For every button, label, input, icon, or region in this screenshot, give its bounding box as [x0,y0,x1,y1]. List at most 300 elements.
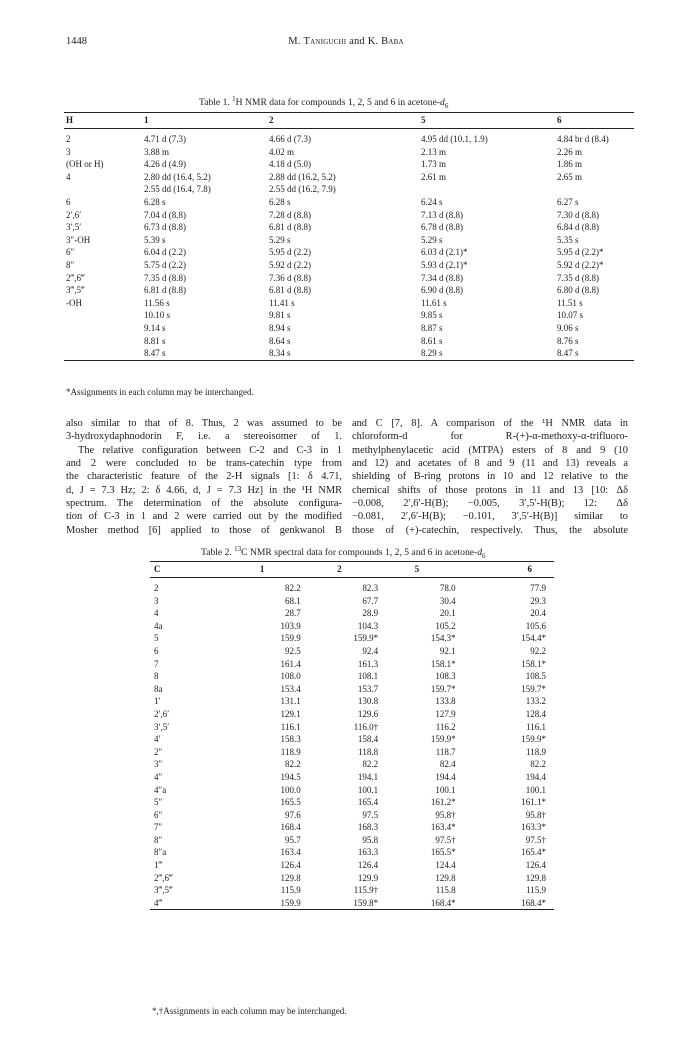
table-row [64,309,634,322]
table-cell: 159.9* [430,734,456,745]
table-cell: 159.8* [353,897,379,908]
table-cell: 82.2 [530,759,546,770]
table-cell: 9.81 s [269,310,291,321]
row-label: 4a [154,620,163,631]
table-cell: 5.92 d (2.2)* [557,259,604,270]
table-cell: 82.3 [362,583,379,593]
table-cell: 163.4* [430,822,456,833]
table-cell: 82.2 [362,759,379,770]
table-row [64,347,634,360]
table-cell: 6.28 s [269,196,291,207]
table-cell: 163.3* [521,822,546,833]
table-cell: 11.61 s [421,297,447,308]
row-label: 4″a [154,784,167,795]
table-cell: 28.7 [284,608,301,619]
row-label: 1‴ [154,860,163,871]
table-cell: 168.4* [521,897,546,908]
table-cell: 3.88 m [144,146,170,157]
row-label: 3‴,5‴ [66,285,85,296]
table-cell: 158.3 [280,734,301,745]
table-row [150,771,554,784]
table-cell: 103.9 [280,620,301,631]
table-cell: 67.7 [362,595,379,606]
table-cell: 6.78 d (8.8) [421,222,463,233]
table-cell: 154.3* [430,633,456,644]
table-row [150,733,554,746]
row-label: 4′ [154,734,161,745]
row-label: 3 [66,146,71,157]
row-label: 6″ [66,247,75,258]
table1-caption: Table 1. $^1$H NMR data for compounds 1, 2, 5 and 6 in acetone-$d_6$ [199,95,449,111]
table-cell: 6.81 d (8.8) [144,285,186,296]
row-label: 3′,5′ [154,721,170,732]
table1-1h-nmr [64,112,634,361]
table-cell: 165.5* [430,847,456,858]
table-cell: 8.34 s [269,348,291,359]
table-cell: 9.06 s [557,322,579,333]
table-cell: 124.4 [435,860,456,871]
table-header-row [150,562,554,578]
table-row [64,335,634,348]
table-cell: 7.34 d (8.8) [421,272,463,283]
table-cell: 6.81 d (8.8) [269,222,311,233]
table-cell: 7.30 d (8.8) [557,209,599,220]
row-label: 8 [154,671,159,682]
table-cell: 6.80 d (8.8) [557,285,599,296]
table-cell: 11.56 s [144,297,170,308]
table-cell: 4.18 d (5.0) [269,159,311,170]
table-cell: 5.35 s [557,234,579,245]
table-cell: 7.35 d (8.8) [144,272,186,283]
row-label: 8″a [154,847,167,858]
row-label: 2‴,6‴ [154,872,173,883]
text-line: 3-hydroxydaphnodorin F, i.e. a stereoisomer of 1. [66,431,342,443]
row-label: 6 [154,645,159,656]
table-cell: 82.2 [284,583,301,593]
table-cell: 7.04 d (8.8) [144,209,186,220]
table-cell: 100.1 [525,784,546,795]
table-cell: 159.7* [430,683,456,694]
table-cell: 92.1 [439,645,456,656]
table-row [150,884,554,897]
row-label: 3″-OH [66,234,91,245]
table-row [64,196,634,209]
table-cell: 129.8 [280,872,301,883]
table-cell: 7.28 d (8.8) [269,209,311,220]
row-label: 2′,6′ [66,209,82,220]
table-cell: 8.61 s [421,335,443,346]
table-cell: 4.95 dd (10.1, 1.9) [421,134,488,144]
row-label: 3′,5′ [66,222,82,233]
table-cell: 5.95 d (2.2) [269,247,311,258]
text-line: spectrum. The determination of the absolute configura- [66,498,342,510]
table-row [150,897,554,910]
text-line: Mosher method [6] applied to those of genkwanol B [66,524,342,536]
table-cell [421,183,557,196]
table-row [150,683,554,696]
table-cell: 29.3 [530,595,546,606]
table-cell: 78.0 [439,583,456,593]
text-line: and 2 were concluded to be trans-catechin type from [66,458,342,470]
text-line: those of (+)-catechin, respectively. Thus, the absolute [352,524,628,536]
table-cell: 128.4 [525,708,546,719]
table-cell: 129.6 [357,708,379,719]
table-cell: 153.4 [280,683,301,694]
table-cell: 2.55 dd (16.2, 7.9) [269,184,336,195]
table-cell: 115.9† [353,885,379,896]
row-label: 3‴,5‴ [154,885,173,896]
row-label: 5 [154,633,159,644]
column-header: 1 [259,564,265,574]
table-row [150,834,554,847]
row-label: 7 [154,658,159,669]
table-cell: 130.8 [357,696,379,707]
table-cell: 82.4 [439,759,456,770]
row-label: 4″ [154,771,163,782]
column-header: C [154,564,161,574]
table-cell: 7.36 d (8.8) [269,272,311,283]
table-cell: 165.4* [521,847,546,858]
row-label: 2‴,6‴ [66,272,85,283]
table-cell: 194.4 [525,771,546,782]
text-line: chloroform-d for R-(+)-α-methoxy-α-trifluoro- [352,431,628,443]
body-text-left-column [66,417,342,537]
table-cell: 194.1 [357,771,379,782]
table-cell: 20.1 [439,608,456,619]
row-label: 4 [154,608,159,619]
table-cell: 2.26 m [557,146,583,157]
table-cell: 6.84 d (8.8) [557,222,599,233]
table-cell: 105.6 [525,620,546,631]
table-cell: 95.8 [362,834,379,845]
table-cell: 126.4 [525,860,546,871]
table-cell: 159.7* [521,683,546,694]
table-cell: 108.1 [357,671,379,682]
table-cell: 165.5 [280,797,301,808]
table-cell: 129.8 [525,872,546,883]
page-number: 1448 [66,36,87,47]
table-cell: 116.1 [280,721,301,732]
table-cell: 127.9 [435,708,456,719]
row-label: 2 [154,583,159,593]
table-cell: 133.8 [435,696,456,707]
table-cell: 6.28 s [144,196,166,207]
table-row [64,133,634,146]
table-cell: 159.9* [521,734,546,745]
table-cell: 118.8 [358,746,379,757]
table-cell: 108.5 [525,671,546,682]
table-row [64,209,634,222]
text-line: and C [7, 8]. A comparison of the ¹H NMR data in [352,418,628,429]
row-label: 8a [154,683,163,694]
table2-caption: Table 2. $^{13}$C NMR spectral data for compounds 1, 2, 5 and 6 in acetone-$d_6$ [201,545,486,561]
row-label [64,309,144,322]
row-label: 2″ [154,746,163,757]
table-row [150,859,554,872]
table-cell: 165.4 [357,797,379,808]
row-label [64,335,144,348]
table-row [150,846,554,859]
table-cell: 115.8 [435,885,456,896]
text-line: The relative configuration between C-2 and C-3 in 1 [78,444,342,456]
table-cell: 5.75 d (2.2) [144,259,186,270]
table-cell: 8.81 s [144,335,166,346]
table-row [150,821,554,834]
table-cell: 8.76 s [557,335,579,346]
table1-footnote: *Assignments in each column may be interchanged. [66,387,254,397]
row-label: 4‴ [154,897,163,908]
table-cell: 100.1 [435,784,456,795]
table-row [150,620,554,633]
table-cell: 20.4 [530,608,546,619]
table-cell: 9.14 s [144,322,166,333]
row-label: 5″ [154,797,163,808]
table-cell: 6.90 d (8.8) [421,285,463,296]
table-header-row [64,113,634,129]
table-cell: 2.88 dd (16.2, 5.2) [269,171,336,182]
column-header: 2 [337,564,342,574]
table-cell: 6.03 d (2.1)* [421,247,468,258]
table-cell: 194.5 [280,771,301,782]
table-cell: 97.6 [284,809,301,820]
text-line: d, J = 7.3 Hz; 2: δ 4.66, d, J = 7.3 Hz] in the ¹H NMR [66,484,342,496]
table-cell: 95.8† [525,809,546,820]
table-cell: 163.3 [357,847,379,858]
table-cell: 168.3 [357,822,379,833]
table-cell: 92.5 [284,645,301,656]
table-cell: 159.9 [280,633,301,644]
table-cell [557,183,634,196]
table-cell: 7.13 d (8.8) [421,209,463,220]
table-row [150,695,554,708]
table-cell: 5.29 s [421,234,443,245]
table-cell: 92.2 [530,645,546,656]
table-cell: 154.4* [521,633,546,644]
table-cell: 129.1 [280,708,301,719]
table-row [150,809,554,822]
table-row [150,872,554,885]
table-cell: 1.86 m [557,159,583,170]
table-cell: 163.4 [280,847,301,858]
table-cell: 7.35 d (8.8) [557,272,599,283]
table-cell: 2.55 dd (16.4, 7.8) [144,184,211,195]
row-label [64,322,144,335]
body-text-right-column [352,417,628,537]
table-cell: 77.9 [530,583,546,593]
table-cell: 126.4 [357,860,379,871]
table-cell: 118.9 [280,746,301,757]
table-cell: 153.7 [357,683,379,694]
table-cell: 118.7 [435,746,456,757]
row-label: (OH or H) [66,159,104,170]
table-cell: 10.10 s [144,310,171,321]
table-cell: 105.2 [435,620,456,631]
table-cell: 116.2 [435,721,456,732]
row-label: 4 [66,171,71,182]
table-row [64,246,634,259]
table-cell: 115.9 [280,885,301,896]
table-cell: 161.1* [521,797,546,808]
row-label [64,183,144,196]
table-cell: 95.7 [284,834,301,845]
table-cell: 118.9 [526,746,546,757]
table-cell: 6.73 d (8.8) [144,222,186,233]
table-row [150,784,554,797]
table-cell: 158.4 [357,734,379,745]
text-line: methylphenylacetic acid (MTPA) esters of 8 and 9 (10 [352,444,628,456]
table-cell: 8.87 s [421,322,443,333]
row-label: 7″ [154,822,163,833]
table-cell: 158.1* [430,658,456,669]
table-row [64,171,634,184]
row-label: -OH [66,297,82,308]
table-row [150,758,554,771]
table-row [150,796,554,809]
table-cell: 95.8† [435,809,456,820]
table-cell: 5.95 d (2.2)* [557,247,604,258]
row-label: 2′,6′ [154,708,170,719]
table-cell: 2.80 dd (16.4, 5.2) [144,171,211,182]
table-row [150,746,554,759]
table-cell: 30.4 [439,595,456,606]
text-line: also similar to that of 8. Thus, 2 was assumed to be [66,418,342,429]
table-row [150,658,554,671]
table-row [64,322,634,335]
table-cell: 2.61 m [421,171,447,182]
row-label: 3″ [154,759,163,770]
table-row [150,632,554,645]
table-cell: 129.9 [357,872,379,883]
table-cell: 161.2* [430,797,456,808]
table-row [64,272,634,285]
table-cell: 5.39 s [144,234,166,245]
table-row [150,670,554,683]
row-label: 6 [66,196,71,207]
table-cell: 5.29 s [269,234,291,245]
table-cell: 82.2 [284,759,301,770]
table2-13c-nmr [150,561,554,910]
table-cell: 8.94 s [269,322,291,333]
row-label: 8″ [66,259,75,270]
table-cell: 108.0 [280,671,301,682]
table-cell: 5.93 d (2.1)* [421,259,468,270]
table-cell: 4.26 d (4.9) [144,159,186,170]
table-row [150,645,554,658]
column-header: 6 [557,115,562,125]
table-row [64,146,634,159]
row-label: 1′ [154,696,161,707]
table-cell: 97.5 [362,809,379,820]
text-line: −0.081, 2′,6′-H(B); −0.101, 3′,5′-H(B)] similar to [352,511,628,523]
table-row [64,158,634,171]
table-cell: 97.5† [435,834,456,845]
table-cell: 11.41 s [269,297,295,308]
table-cell: 116.0† [353,721,379,732]
text-line: tion of C-3 in 1 and 2 were carried out by the modified [66,511,342,523]
column-header: 2 [269,115,274,125]
table-row [64,221,634,234]
table-cell: 100.1 [357,784,379,795]
row-label: 8″ [154,834,163,845]
table-cell: 97.5† [525,834,546,845]
running-header [66,36,626,50]
table-row [150,582,554,595]
running-authors: M. Taniguchi and K. Baba [288,36,404,47]
table-cell: 161.4 [280,658,301,669]
text-line: the characteristic feature of the 2-H signals [1: δ 4.71, [66,471,342,483]
table-cell: 9.85 s [421,310,443,321]
table-cell: 6.04 d (2.2) [144,247,186,258]
table-cell: 168.4 [280,822,301,833]
table-cell: 8.47 s [557,348,579,359]
table-cell: 161.3 [357,658,379,669]
table-cell: 133.2 [525,696,546,707]
table-cell: 6.81 d (8.8) [269,285,311,296]
row-label: 2 [66,134,71,144]
table-cell: 104.3 [357,620,379,631]
table-cell: 28.9 [362,608,379,619]
table-cell: 8.29 s [421,348,443,359]
table-cell: 4.71 d (7.3) [144,134,186,144]
table2-footnote: *,†Assignments in each column may be interchanged. [152,1006,347,1016]
table-row [64,259,634,272]
table-cell: 11.51 s [557,297,583,308]
table-row [150,708,554,721]
table-row [64,234,634,247]
column-header: 1 [144,115,149,125]
table-row [64,297,634,310]
table-cell: 2.13 m [421,146,447,157]
table-cell: 108.3 [435,671,456,682]
table-cell: 5.92 d (2.2) [269,259,311,270]
row-label: 6″ [154,809,163,820]
table-cell: 8.64 s [269,335,291,346]
text-line: chemical shifts of those protons in 11 and 13 [10: Δδ [352,484,628,496]
table-cell: 4.02 m [269,146,295,157]
table-cell: 6.27 s [557,196,579,207]
table-cell: 4.66 d (7.3) [269,134,311,144]
column-header: 6 [527,564,532,574]
table-cell: 159.9* [353,633,379,644]
table-cell: 1.73 m [421,159,447,170]
table-cell: 6.24 s [421,196,443,207]
table-cell: 92.4 [362,645,379,656]
table-cell: 4.84 br d (8.4) [557,134,609,144]
text-line: shielding of B-ring protons in 10 and 12 relative to the [352,471,628,483]
table-row [64,284,634,297]
table-cell: 116.1 [526,721,546,732]
table-cell: 10.07 s [557,310,584,321]
table-cell: 68.1 [284,595,301,606]
table-cell: 194.4 [435,771,456,782]
table-cell: 126.4 [280,860,301,871]
table-row [150,607,554,620]
column-header: 5 [421,115,426,125]
row-label [64,347,144,360]
table-cell: 158.1* [521,658,546,669]
table-row [64,183,634,196]
column-header: 5 [414,564,420,574]
text-line: −0.008, 2′,6′-H(B); −0.005, 3′,5′-H(B); 12: Δδ [352,498,628,510]
row-label: 3 [154,595,159,606]
table-cell: 115.9 [526,885,546,896]
table-cell: 2.65 m [557,171,583,182]
text-line: and 12) and acetates of 8 and 9 (11 and 13) reveals a [352,458,628,470]
table-cell: 159.9 [280,897,301,908]
table-row [150,595,554,608]
table-row [150,721,554,734]
table-cell: 8.47 s [144,348,166,359]
